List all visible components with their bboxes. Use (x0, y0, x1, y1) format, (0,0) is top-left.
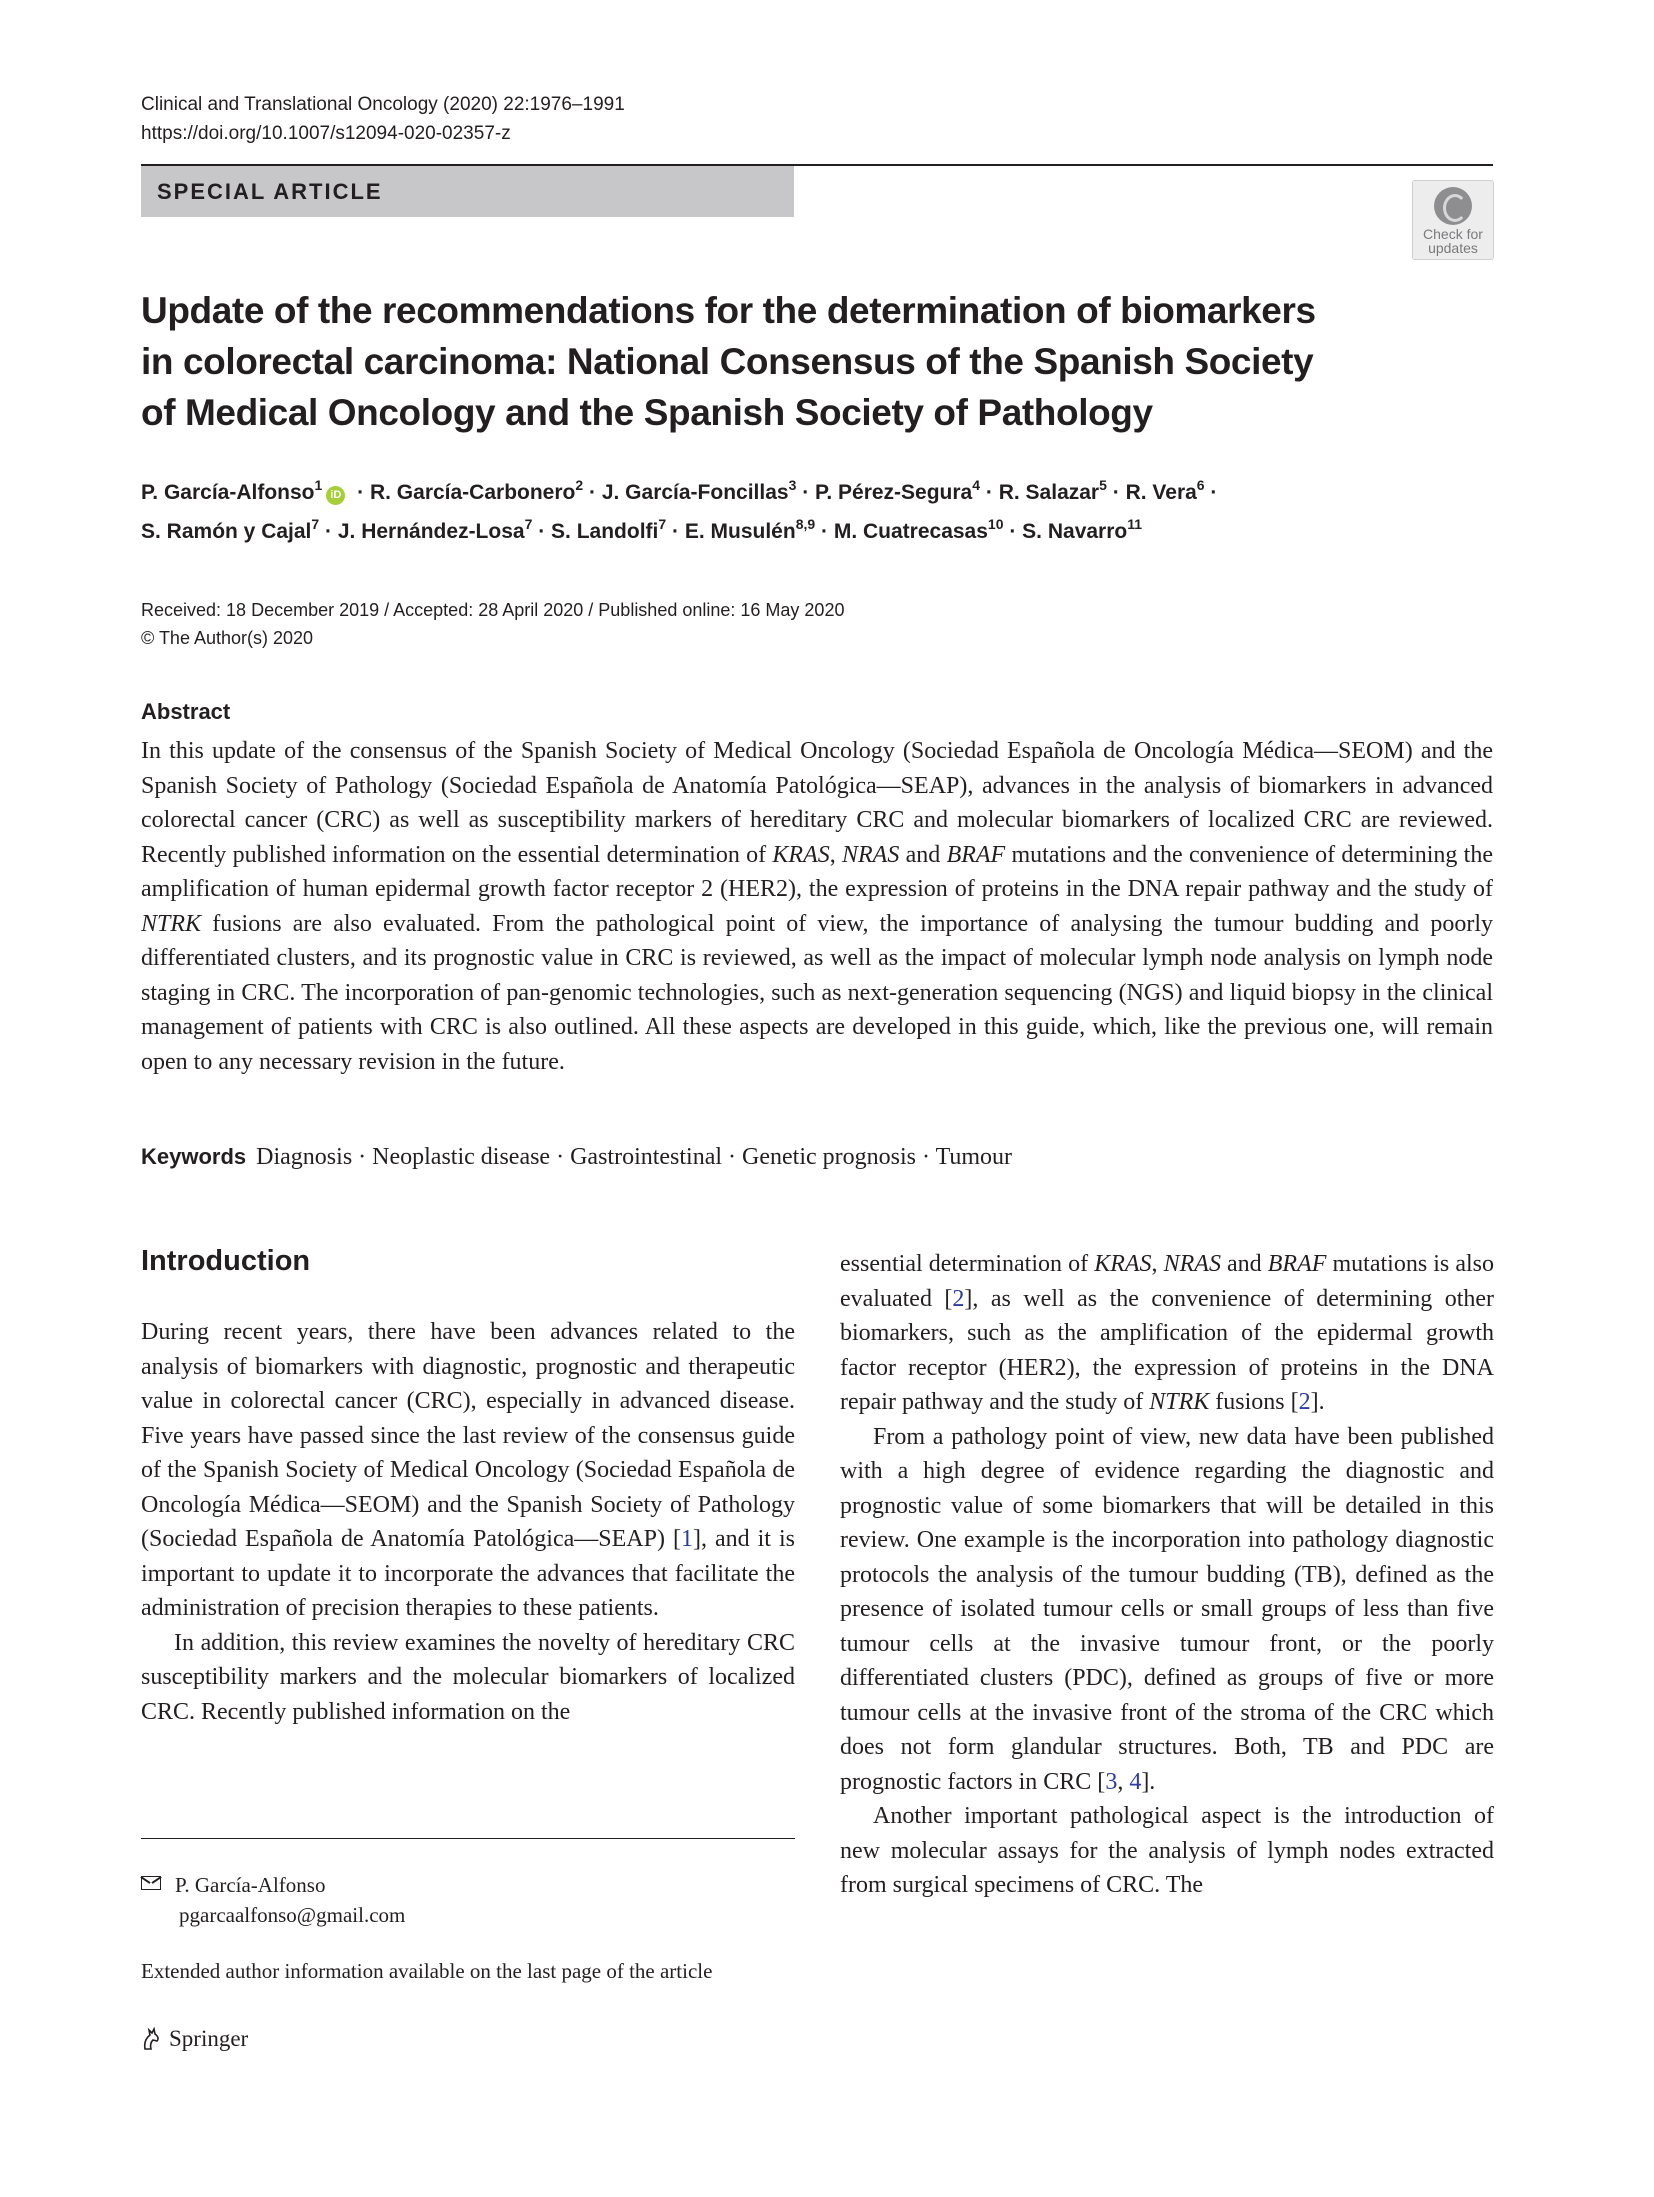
keywords (141, 1140, 1012, 1174)
author-affiliation-number: 10 (987, 516, 1004, 532)
check-badge-line2: updates (1428, 240, 1478, 256)
right-column (840, 1247, 1494, 1903)
check-for-updates-badge[interactable] (1412, 180, 1494, 260)
gene-name: NRAS (842, 841, 900, 868)
paragraph (840, 1247, 1494, 1420)
text-run: mutations is also evaluated [ (840, 1251, 1494, 1312)
text-run: , (1117, 1768, 1130, 1795)
author-separator: · (815, 520, 834, 543)
abstract-run: In this update of the consensus of the Spanish Society of Medical Oncology (Sociedad Española de Oncología Médica—SEOM) and the Spanish Society of Pathology (Sociedad Española de Anatomía Patológica—SEAP), advances in the analysis of biomarkers in advanced colorectal cancer (CRC) as well as susceptibility markers of hereditary CRC and molecular biomarkers of localized CRC are reviewed. Recently published information on the essential determination of (141, 738, 1493, 868)
author-name: R. García-Carbonero (369, 481, 576, 504)
gene-name: BRAF (946, 841, 1006, 868)
citation-link[interactable]: 3 (1105, 1768, 1118, 1795)
abstract-run: fusions are also evaluated. From the pathological point of view, the importance of analysing the tumour budding and poorly differentiated clusters, and its prognostic value in CRC is reviewed, as well as the impact of molecular lymph node analysis on lymph node staging in CRC. The incorporation of pan-genomic technologies, such as next-generation sequencing (NGS) and liquid biopsy in the clinical management of patients with CRC is also outlined. All these aspects are developed in this guide, which, like the previous one, will remain open to any necessary revision in the future. (141, 910, 1493, 1075)
publication-dates (141, 596, 844, 652)
author-separator: · (1204, 481, 1218, 504)
text-run: ]. (1141, 1768, 1156, 1795)
extended-author-info: Extended author information available on the last page of the article (141, 1959, 713, 1983)
author-line (141, 473, 1217, 512)
author-name: S. Ramón y Cajal (141, 520, 312, 543)
author-separator: · (796, 481, 816, 504)
text-run: and (1220, 1251, 1268, 1277)
author-separator: · (1003, 520, 1023, 543)
author-separator: · (666, 520, 685, 543)
citation-link[interactable]: 4 (1129, 1768, 1142, 1795)
gene-name: NRAS (1163, 1251, 1221, 1277)
author-affiliation-number: 2 (575, 477, 584, 493)
author-name: E. Musulén (684, 520, 796, 543)
publisher-name: Springer (169, 2026, 249, 2051)
text-run: ], as well as the convenience of determining other biomarkers, such as the amplification of the epidermal growth factor receptor (HER2), the expression of proteins in the DNA repair pathway and the study of (840, 1285, 1495, 1415)
author-separator: · (532, 520, 552, 543)
corresponding-name: P. García-Alfonso (175, 1873, 326, 1897)
author-name: R. Vera (1125, 481, 1197, 504)
author-name: M. Cuatrecasas (833, 520, 988, 543)
author-name: P. García-Alfonso (141, 481, 315, 504)
citation-link[interactable]: 2 (952, 1285, 965, 1312)
author-affiliation-number: 5 (1099, 477, 1107, 493)
text-run: ]. (1310, 1389, 1325, 1415)
footnote-rule (141, 1838, 795, 1839)
author-affiliation-number: 4 (972, 477, 981, 493)
author-affiliation-number: 3 (788, 477, 797, 493)
author-name: R. Salazar (998, 481, 1100, 504)
author-email[interactable]: pgarcaalfonso@gmail.com (179, 1903, 406, 1927)
text-run: During recent years, there have been advances related to the analysis of biomarkers with diagnostic, prognostic and therapeutic value in colorectal cancer (CRC), especially in advanced disease. Five years have passed since the last review of the consensus guide of the Spanish Society of Medical Oncology (Sociedad Española de Oncología Médica—SEOM) and the Spanish Society of Pathology (Sociedad Española de Anatomía Patológica—SEAP) [ (141, 1319, 795, 1552)
author-affiliation-number: 7 (311, 516, 320, 532)
paragraph (141, 1315, 795, 1626)
citation-link[interactable]: 1 (680, 1526, 693, 1552)
text-run: ], and it is important to update it to incorporate the advances that facilitate the administration of precision therapies to these patients. (141, 1526, 795, 1621)
author-list (141, 473, 1217, 551)
author-separator: · (1106, 481, 1126, 504)
publisher-logo (141, 2024, 248, 2054)
orcid-icon[interactable]: iD (326, 486, 345, 505)
introduction-heading: Introduction (141, 1245, 311, 1277)
author-name: P. Pérez-Segura (815, 481, 973, 504)
gene-name: NTRK (1149, 1389, 1210, 1415)
author-name: S. Landolfi (551, 520, 659, 543)
springer-horse-icon (141, 2027, 161, 2051)
keywords-text: Diagnosis · Neoplastic disease · Gastrointestinal · Genetic prognosis · Tumour (256, 1144, 1013, 1170)
paragraph (840, 1420, 1494, 1800)
gene-name: BRAF (1267, 1251, 1327, 1277)
envelope-icon (141, 1876, 161, 1890)
text-run: , (1151, 1251, 1164, 1277)
text-run: essential determination of (840, 1251, 1095, 1277)
article-title (141, 285, 1441, 438)
author-line (141, 512, 1217, 551)
paragraph: In addition, this review examines the novelty of hereditary CRC susceptibility markers and the molecular biomarkers of localized CRC. Recently published information on the (141, 1629, 795, 1725)
author-name: J. García-Foncillas (601, 481, 789, 504)
article-type-banner: SPECIAL ARTICLE (141, 166, 794, 217)
author-affiliation-number: 8,9 (795, 516, 816, 532)
gene-name: KRAS (772, 841, 830, 868)
author-separator: · (980, 481, 999, 504)
text-run: fusions [ (1209, 1389, 1299, 1415)
text-run: From a pathology point of view, new data have been published with a high degree of evidence regarding the diagnostic and prognostic value of some biomarkers that will be detailed in this review. One example is the incorporation into pathology diagnostic protocols the analysis of the tumour budding (TB), defined as the presence of isolated tumour cells or small groups of less than five tumour cells at the invasive tumour front, or the poorly differentiated clusters (PDC), defined as groups of five or more tumour cells at the invasive front of the stroma of the CRC which does not form glandular structures. Both, TB and PDC are prognostic factors in CRC [ (840, 1423, 1494, 1795)
gene-name: NTRK (141, 910, 202, 937)
title-line: in colorectal carcinoma: National Consensus of the Spanish Society (141, 341, 1314, 382)
gene-name: KRAS (1094, 1251, 1152, 1277)
title-line: of Medical Oncology and the Spanish Society of Pathology (141, 392, 1153, 433)
history-dates: Received: 18 December 2019 / Accepted: 28 April 2020 / Published online: 16 May 2020 (141, 600, 845, 620)
abstract-run: mutations and the convenience of determining the amplification of human epidermal growth factor receptor 2 (HER2), the expression of proteins in the DNA repair pathway and the study of (141, 841, 1493, 902)
journal-header (141, 90, 625, 148)
citation-link[interactable]: 2 (1298, 1389, 1311, 1415)
author-name: S. Navarro (1022, 520, 1128, 543)
author-affiliation-number: 7 (658, 516, 667, 532)
author-affiliation-number: 6 (1196, 477, 1205, 493)
author-separator: · (319, 520, 338, 543)
corresponding-author (141, 1870, 405, 1930)
author-name: J. Hernández-Losa (337, 520, 525, 543)
author-affiliation-number: 1 (314, 477, 323, 493)
abstract-text (141, 734, 1493, 1079)
journal-citation: Clinical and Translational Oncology (2020) 22:1976–1991 (141, 94, 625, 115)
abstract-run: and (899, 841, 947, 868)
author-separator: · (583, 481, 602, 504)
author-affiliation-number: 11 (1127, 516, 1143, 532)
crossmark-icon (1434, 187, 1472, 225)
left-column (141, 1315, 795, 1729)
title-line: Update of the recommendations for the determination of biomarkers (141, 290, 1316, 331)
abstract-run: , (829, 841, 843, 868)
check-badge-line1: Check for (1423, 226, 1483, 242)
author-separator: · (351, 481, 370, 504)
copyright: © The Author(s) 2020 (141, 628, 314, 648)
keywords-label: Keywords (141, 1144, 247, 1169)
paragraph: Another important pathological aspect is the introduction of new molecular assays for the analysis of lymph nodes extracted from surgical specimens of CRC. The (840, 1803, 1494, 1898)
doi-link[interactable]: https://doi.org/10.1007/s12094-020-02357-z (141, 123, 511, 144)
author-affiliation-number: 7 (524, 516, 533, 532)
abstract-heading: Abstract (141, 699, 231, 724)
